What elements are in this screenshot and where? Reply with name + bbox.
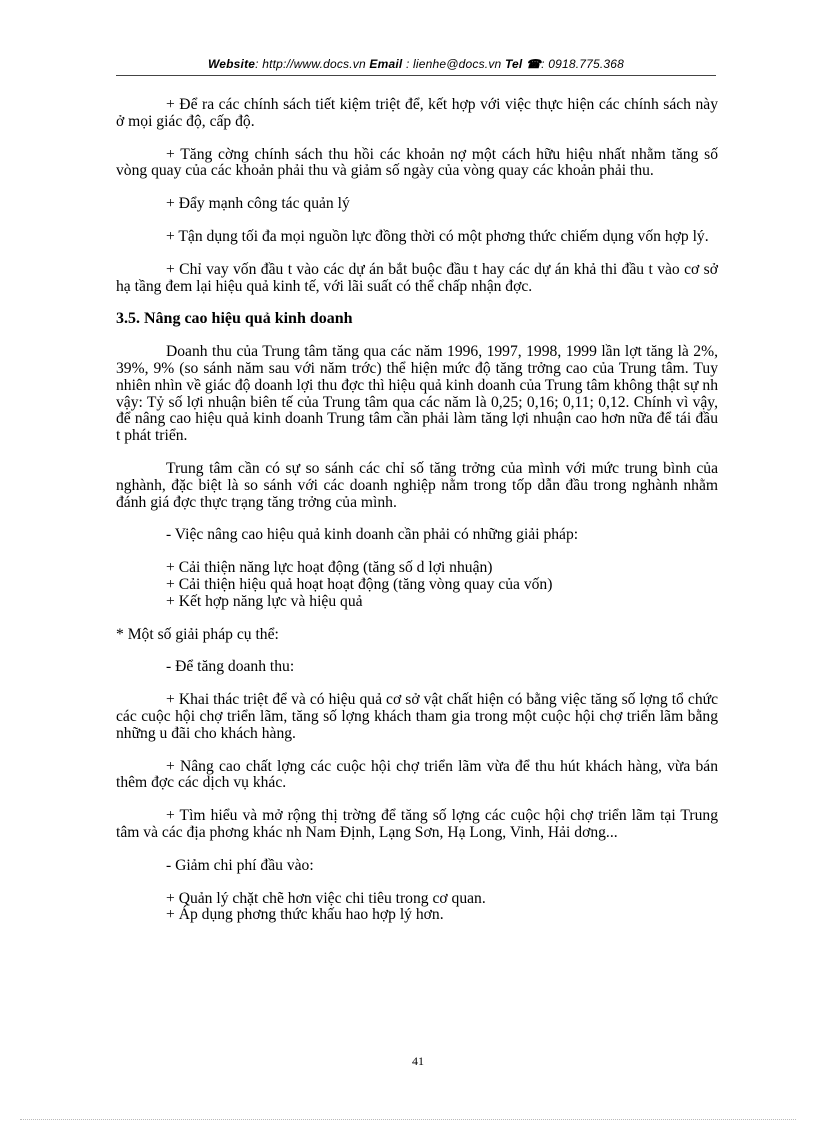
list-item: + Cải thiện hiệu quả hoạt hoạt động (tăng vòng quay của vốn) (166, 575, 553, 593)
list-item: + Áp dụng phơng thức khấu hao hợp lý hơn. (166, 906, 444, 924)
list-item: + Cải thiện năng lực hoạt động (tăng số d lợi nhuận) (166, 559, 493, 577)
paragraph-8: - Việc nâng cao hiệu quả kinh doanh cần phải có những giải pháp: (166, 526, 579, 544)
paragraph-6: Doanh thu của Trung tâm tăng qua các năm 1996, 1997, 1998, 1999 lần lợt tăng là 2%, 39%, 9% (so sánh năm sau với năm trớc) thể hiện mức độ tăng trởng cao của Trung tâm. Tuy nhiên nhìn về giác độ doanh lợi thu đợc thì hiệu quả kinh doanh của Trung tâm không thật sự nh vậy: Tỷ số lợi nhuận biên tế của Trung tâm qua các năm là 0,25; 0,16; 0,11; 0,12. Chính vì vậy, để nâng cao hiệu quả kinh doanh Trung tâm cần phải làm tăng lợi nhuận cao hơn nữa để tái đầu t phát triển. (116, 343, 718, 445)
list-item: + Quản lý chặt chẽ hơn việc chi tiêu trong cơ quan. (166, 889, 486, 907)
paragraph-1: + Để ra các chính sách tiết kiệm triệt để, kết hợp với việc thực hiện các chính sách này ở mọi giác độ, cấp độ. (116, 96, 718, 130)
paragraph-10: - Để tăng doanh thu: (166, 658, 295, 676)
website-value: : http://www.docs.vn (255, 57, 366, 71)
paragraph-9: * Một số giải pháp cụ thể: (116, 625, 279, 643)
page-edge-divider (20, 1119, 796, 1120)
list-item: + Kết hợp năng lực và hiệu quả (166, 592, 363, 610)
website-label: Website (207, 57, 256, 71)
paragraph-12: + Nâng cao chất lợng các cuộc hội chợ triển lãm vừa để thu hút khách hàng, vừa bán thêm đợc các dịch vụ khác. (116, 757, 718, 792)
tel-value: : 0918.775.368 (541, 57, 625, 71)
tel-label: Tel ☎ (504, 57, 542, 71)
email-value: : lienhe@docs.vn (405, 57, 502, 71)
paragraph-11: + Khai thác triệt để và có hiệu quả cơ sở vật chất hiện có bằng việc tăng số lợng tổ chức các cuộc hội chợ triển lãm, tăng số lợng khách tham gia trong một cuộc hội chợ triển lãm bằng những u đãi cho khách hàng. (116, 691, 718, 742)
paragraph-13: + Tìm hiểu và mở rộng thị trờng để tăng số lợng các cuộc hội chợ triển lãm tại Trung tâm và các địa phơng khác nh Nam Định, Lạng Sơn, Hạ Long, Vinh, Hải dơng... (116, 807, 718, 841)
page-number: 41 (412, 1054, 424, 1068)
document-body (116, 97, 718, 940)
email-label: Email (369, 57, 403, 71)
paragraph-2: + Tăng cờng chính sách thu hồi các khoản nợ một cách hữu hiệu nhất nhằm tăng số vòng quay của các khoản phải thu và giảm số ngày của vòng quay các khoản phải thu. (116, 145, 718, 180)
section-heading: 3.5. Nâng cao hiệu quả kinh doanh (116, 310, 353, 328)
paragraph-14: - Giảm chi phí đầu vào: (166, 856, 314, 874)
page-header (116, 57, 716, 71)
paragraph-4: + Tận dụng tối đa mọi nguồn lực đồng thời có một phơng thức chiếm dụng vốn hợp lý. (166, 227, 709, 245)
solutions-list (116, 560, 718, 610)
paragraph-5: + Chỉ vay vốn đầu t vào các dự án bắt buộc đầu t hay các dự án khả thi đầu t vào cơ sở hạ tầng đem lại hiệu quả kinh tế, với lãi suất có thể chấp nhận đợc. (116, 260, 718, 295)
paragraph-3: + Đẩy mạnh công tác quản lý (166, 195, 350, 213)
header-divider (116, 75, 716, 76)
paragraph-7: Trung tâm cần có sự so sánh các chỉ số tăng trởng của mình với mức trung bình của nghành, đặc biệt là so sánh với các doanh nghiệp nằm trong tốp dẫn đầu trong nghành nhằm đánh giá đợc thực trạng tăng trởng của mình. (116, 459, 718, 511)
cost-list (116, 891, 718, 925)
